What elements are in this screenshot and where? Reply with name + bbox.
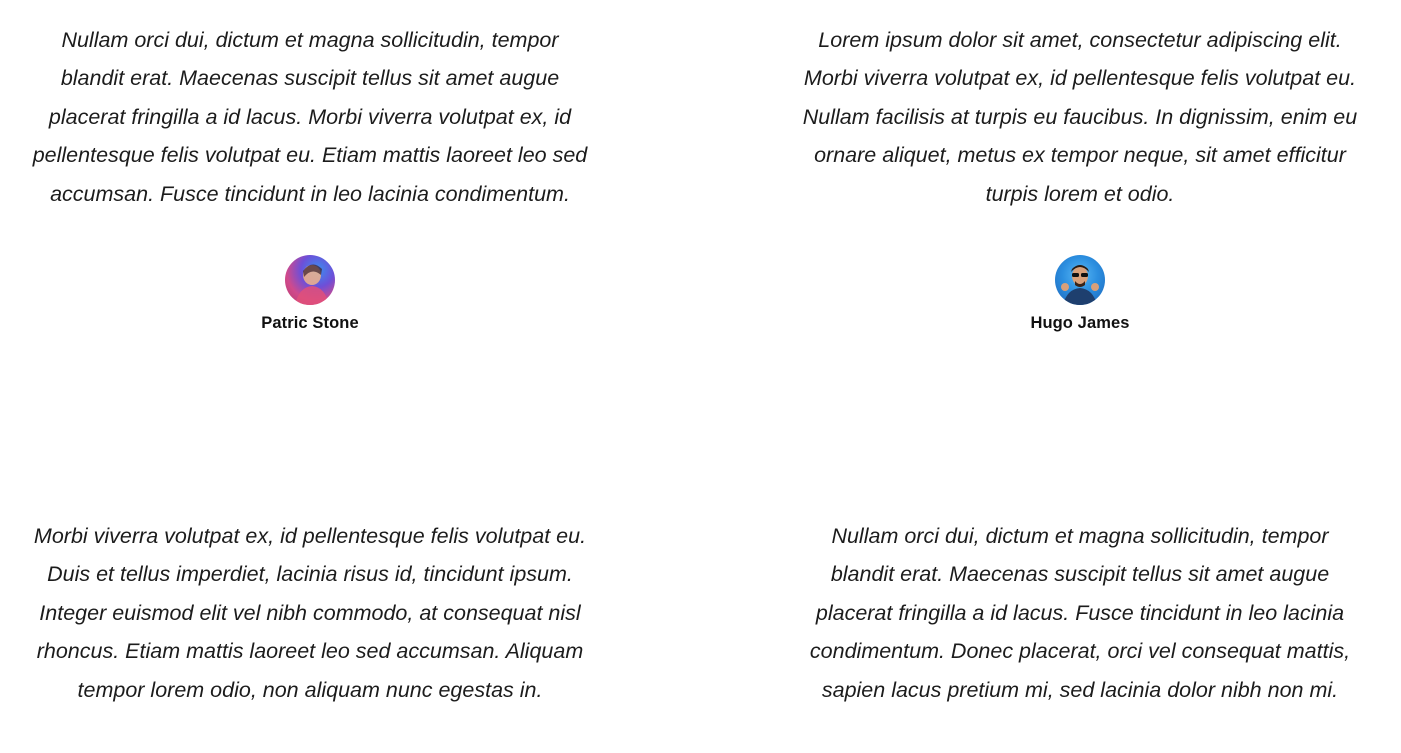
avatar-photo-icon	[285, 255, 335, 305]
testimonial-card	[800, 21, 1360, 333]
author-name: Hugo James	[1030, 314, 1130, 333]
testimonial-card	[30, 21, 590, 333]
avatar	[285, 255, 335, 305]
testimonial-quote: Nullam orci dui, dictum et magna sollicitudin, tempor blandit erat. Maecenas suscipit tellus sit amet augue placerat fringilla a id lacus. Morbi viverra volutpat ex, id pellentesque felis volutpat eu. Etiam mattis laoreet leo sed accumsan. Fusce tincidunt in leo lacinia condimentum.	[32, 28, 588, 206]
author-name: Patric Stone	[261, 314, 359, 333]
testimonial-author	[30, 255, 590, 333]
testimonial-quote: Morbi viverra volutpat ex, id pellentesque felis volutpat eu. Duis et tellus imperdiet, lacinia risus id, tincidunt ipsum. Integer euismod elit vel nibh commodo, at consequat nisl rhoncus. Etiam mattis laoreet leo sed accumsan. Aliquam tempor lorem odio, non aliquam nunc egestas in.	[33, 524, 587, 702]
testimonial-quote: Lorem ipsum dolor sit amet, consectetur adipiscing elit. Morbi viverra volutpat ex, id pellentesque felis volutpat eu. Nullam facilisis at turpis eu faucibus. In dignissim, enim eu ornare aliquet, metus ex tempor neque, sit amet efficitur turpis lorem et odio.	[802, 28, 1358, 206]
avatar-photo-icon	[1055, 255, 1105, 305]
avatar	[1055, 255, 1105, 305]
testimonial-quote: Nullam orci dui, dictum et magna sollicitudin, tempor blandit erat. Maecenas suscipit tellus sit amet augue placerat fringilla a id lacus. Fusce tincidunt in leo lacinia condimentum. Donec placerat, orci vel consequat mattis, sapien lacus pretium mi, sed lacinia dolor nibh non mi.	[809, 524, 1351, 702]
testimonial-author	[800, 255, 1360, 333]
testimonial-card	[30, 517, 590, 709]
testimonial-card	[800, 517, 1360, 709]
